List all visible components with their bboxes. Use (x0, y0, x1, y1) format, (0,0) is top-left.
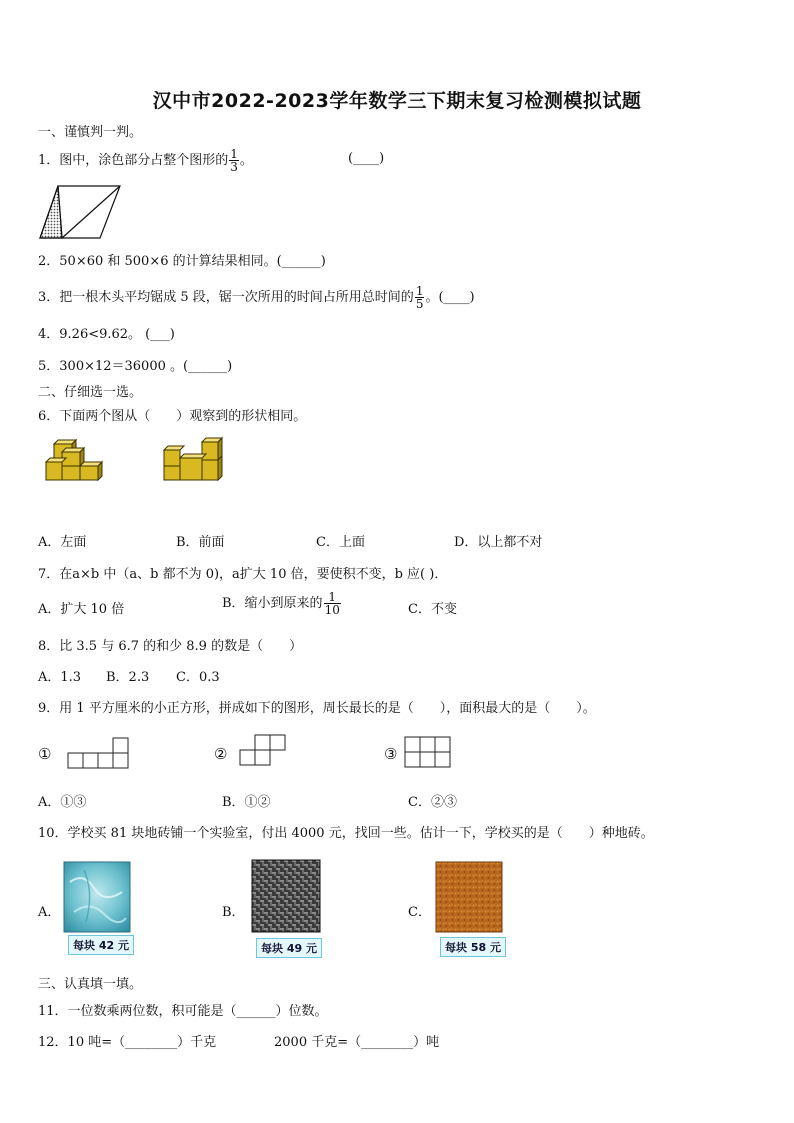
question-10-price-c: 每块 58 元 (440, 937, 506, 957)
question-10-option-c-label[interactable]: C． (408, 905, 431, 920)
question-6-figure-1 (44, 438, 104, 484)
question-9-option-a[interactable]: A．①③ (38, 795, 87, 810)
question-7-option-b[interactable]: B．缩小到原来的 $\frac{1}{10}$ (222, 590, 340, 617)
question-8-option-b[interactable]: B．2.3 (106, 670, 150, 685)
question-12-part-1: 12．10 吨=（________）千克 (38, 1035, 217, 1050)
cube-stack-2 (164, 438, 222, 480)
question-10-tile-a[interactable] (64, 862, 130, 932)
question-3: 3．把一根木头平均锯成 5 段，锯一次所用的时间占所用总时间的 $\frac{1}{5}$ 。(____) (38, 284, 475, 311)
question-9-option-c[interactable]: C．②③ (408, 795, 457, 810)
question-2: 2．50×60 和 500×6 的计算结果相同。(______) (38, 254, 326, 269)
question-6-option-c[interactable]: C．上面 (316, 535, 365, 550)
question-8-option-a[interactable]: A．1.3 (38, 670, 82, 685)
question-1: 1．图中，涂色部分占整个图形的 $\frac{1}{3}$ 。 (38, 147, 253, 174)
question-10-tile-b[interactable] (252, 860, 320, 932)
question-10-tile-c[interactable] (436, 862, 502, 932)
question-1-fraction: $\frac{1}{3}$ (230, 147, 238, 174)
question-10-option-a-label[interactable]: A． (38, 905, 61, 920)
question-7-option-c[interactable]: C．不变 (408, 602, 457, 617)
section-heading-1: 一、谨慎判一判。 (38, 125, 143, 140)
question-10-price-b: 每块 49 元 (256, 938, 322, 958)
question-9-figure-1 (68, 737, 132, 769)
question-7-option-b-fraction: $\frac{1}{10}$ (324, 590, 340, 617)
question-9: 9．用 1 平方厘米的小正方形，拼成如下的图形，周长最长的是（ ），面积最大的是（ ）。 (38, 701, 596, 716)
question-4: 4．9.26<9.62。 (___) (38, 327, 175, 342)
question-7-option-a[interactable]: A．扩大 10 倍 (38, 602, 125, 617)
section-heading-2: 二、仔细选一选。 (38, 385, 143, 400)
question-7: 7．在a×b 中（a、b 都不为 0)，a扩大 10 倍，要使积不变，b 应( )． (38, 567, 448, 582)
question-6-option-a[interactable]: A．左面 (38, 535, 87, 550)
question-9-figure-3 (404, 736, 454, 768)
question-6-option-b[interactable]: B．前面 (176, 535, 225, 550)
question-8-option-c[interactable]: C．0.3 (176, 670, 220, 685)
section-heading-3: 三、认真填一填。 (38, 977, 143, 992)
question-8: 8．比 3.5 与 6.7 的和少 8.9 的数是（ ） (38, 639, 303, 654)
cube-stack-1 (46, 440, 102, 480)
question-9-option-b[interactable]: B．①② (222, 795, 271, 810)
question-9-label-2: ② (214, 745, 228, 763)
question-12-part-2: 2000 千克=（________）吨 (274, 1035, 440, 1050)
question-1-text: 1．图中，涂色部分占整个图形的 (38, 153, 229, 168)
page-title: 汉中市2022-2023学年数学三下期末复习检测模拟试题 (152, 90, 642, 112)
question-9-figure-2 (240, 734, 290, 766)
question-6: 6．下面两个图从（ ）观察到的形状相同。 (38, 409, 307, 424)
question-6-option-d[interactable]: D．以上都不对 (454, 535, 543, 550)
question-3-fraction: $\frac{1}{5}$ (415, 284, 424, 311)
question-10-option-b-label[interactable]: B． (222, 905, 245, 920)
question-1-figure (38, 184, 122, 240)
question-10: 10．学校买 81 块地砖铺一个实验室，付出 4000 元，找回一些。估计一下，学校买的是（ ）种地砖。 (38, 826, 654, 841)
question-6-figure-2 (162, 436, 226, 484)
question-9-label-3: ③ (384, 745, 398, 763)
question-11: 11．一位数乘两位数，积可能是（______）位数。 (38, 1004, 328, 1019)
question-5: 5．300×12＝36000 。(______) (38, 359, 233, 374)
question-9-label-1: ① (38, 745, 52, 763)
question-10-price-a: 每块 42 元 (68, 935, 134, 955)
question-1-blank: (____) (348, 151, 385, 166)
